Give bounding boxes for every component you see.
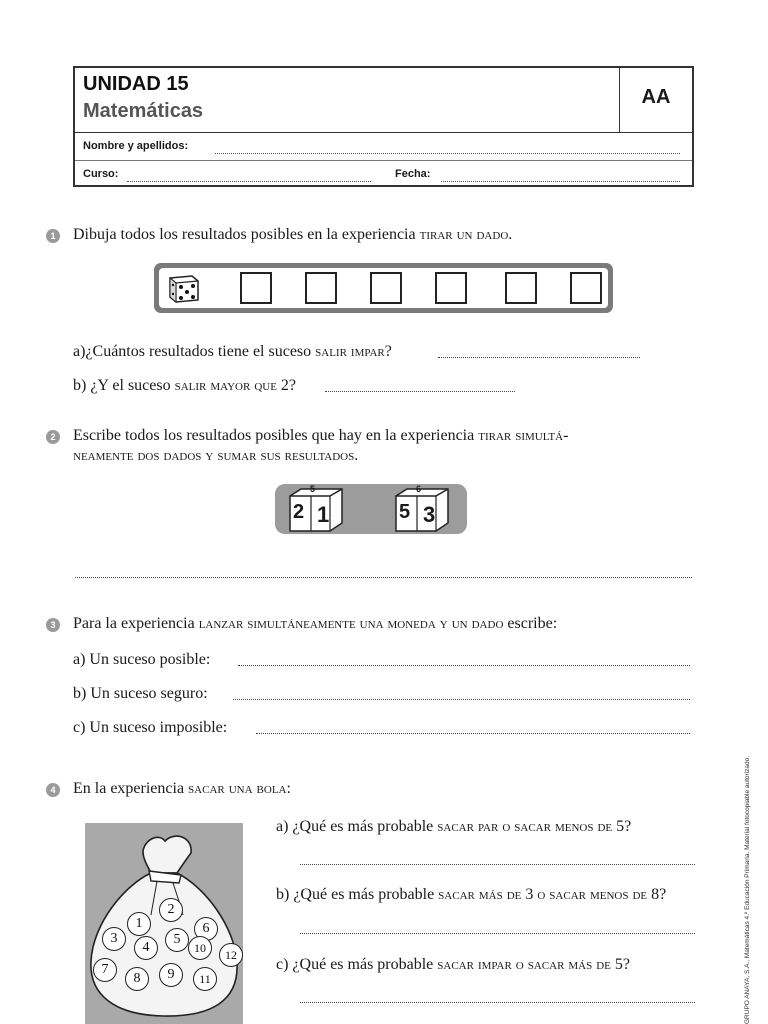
dice-outcomes-strip [154,263,613,313]
q1b-answer-line[interactable] [325,391,515,392]
q4b-qmark: ? [659,886,667,903]
ball-12: 12 [219,943,243,967]
q4-experience: sacar una bola [188,780,287,797]
outcome-box[interactable] [370,272,402,304]
q1a-qmark: ? [384,343,392,360]
question-3-text [73,615,557,633]
question-1-text [73,226,512,244]
question-2-text-line2 [73,447,358,465]
q2-experience-line2: neamente dos dados y sumar sus resultados [73,447,355,464]
q3c-answer-line[interactable] [256,733,690,734]
outcome-box[interactable] [505,272,537,304]
q2-instruction: Escribe todos los resultados posibles que hay en la experiencia [73,427,475,444]
q4c-answer-line[interactable] [300,1002,695,1003]
copyright-text: GRUPO ANAYA, S.A., Matemáticas 4.º Educación Primaria. Material fotocopiable autorizado. [744,755,751,1024]
ball-9: 9 [159,963,183,987]
ball-11: 11 [193,967,217,991]
question-4-number: 4 [46,783,60,797]
q1-period: . [508,226,513,243]
q4c-qmark: ? [622,956,631,973]
outcome-box[interactable] [435,272,467,304]
q3a-answer-line[interactable] [238,665,690,666]
outcome-box[interactable] [570,272,602,304]
q3-experience: lanzar simultáneamente una moneda y un dado [198,615,504,632]
dice-strip-inner [159,268,608,308]
q3-instruction-end: escribe: [507,615,558,632]
q1-instruction: Dibuja todos los resultados posibles en la experiencia [73,226,416,243]
q1a-event: salir impar [315,343,385,360]
q3-item-c: c) Un suceso imposible: [73,719,228,736]
die-2-right: 3 [423,502,436,527]
outcome-box[interactable] [305,272,337,304]
q1b-qmark: ? [288,377,297,394]
ball-5: 5 [165,928,189,952]
worksheet-header [73,66,694,187]
q4a-answer-line[interactable] [300,864,695,865]
course-row [75,160,692,187]
question-2-number: 2 [46,430,60,444]
q2-experience-line1: tirar simultá- [478,427,569,444]
q1-experience: tirar un dado [419,226,509,243]
outcome-box[interactable] [240,272,272,304]
die-1-right: 1 [317,502,330,527]
q2-answer-line[interactable] [75,577,692,578]
question-3-number: 3 [46,618,60,632]
ball-1: 1 [127,912,151,936]
q4c-event: sacar impar o sacar más de 5 [437,956,623,973]
subject-title: Matemáticas [83,100,204,122]
q3-item-b: b) Un suceso seguro: [73,685,208,702]
q3-item-a: a) Un suceso posible: [73,651,211,668]
course-label: Curso: [83,168,119,180]
q4b-answer-line[interactable] [300,933,695,934]
ball-bag-illustration [85,823,243,1024]
q4a-event: sacar par o sacar menos de 5 [437,818,625,835]
name-label: Nombre y apellidos: [83,140,189,152]
name-field[interactable] [215,153,680,154]
bag-icon [85,823,243,1024]
ball-8: 8 [125,967,149,991]
question-1a [73,343,392,361]
die-1-left: 2 [293,501,305,523]
die-icon [164,272,202,304]
copyright-side-note [732,712,751,1024]
q4a-qmark: ? [624,818,632,835]
question-2-text [73,427,568,445]
date-field[interactable] [441,181,680,182]
question-1b [73,377,296,395]
question-4b [276,886,666,904]
level-label: AA [641,86,671,108]
q4c-text: c) ¿Qué es más probable [276,956,434,973]
q1b-event: salir mayor que 2 [174,377,289,394]
q1a-answer-line[interactable] [438,357,640,358]
title-row [75,68,692,133]
question-4-text [73,780,291,798]
question-4a [276,818,631,836]
q4a-text: a) ¿Qué es más probable [276,818,434,835]
ball-2: 2 [159,898,183,922]
ball-7: 7 [93,958,117,982]
die-2-top: 6 [416,484,422,494]
q3-instruction: Para la experiencia [73,615,195,632]
q3b-answer-line[interactable] [233,699,690,700]
q1a-text: a)¿Cuántos resultados tiene el suceso [73,343,312,360]
q2-period: . [354,447,359,464]
ball-3: 3 [102,927,126,951]
die-2-left: 5 [399,501,411,523]
q1b-text: b) ¿Y el suceso [73,377,171,394]
ball-6: 6 [194,917,218,941]
question-4c [276,956,630,974]
q4b-event: sacar más de 3 o sacar menos de 8 [438,886,660,903]
q4-colon: : [286,780,291,797]
unit-title: UNIDAD 15 [83,73,189,95]
name-row [75,132,692,161]
two-dice-illustration [275,484,467,534]
die-1-top: 5 [310,484,316,494]
level-box [619,68,692,132]
q4b-text: b) ¿Qué es más probable [276,886,435,903]
ball-4: 4 [134,936,158,960]
q4-instruction: En la experiencia [73,780,185,797]
date-label: Fecha: [395,168,431,180]
ball-10: 10 [188,936,212,960]
question-1-number: 1 [46,229,60,243]
course-field[interactable] [127,181,371,182]
